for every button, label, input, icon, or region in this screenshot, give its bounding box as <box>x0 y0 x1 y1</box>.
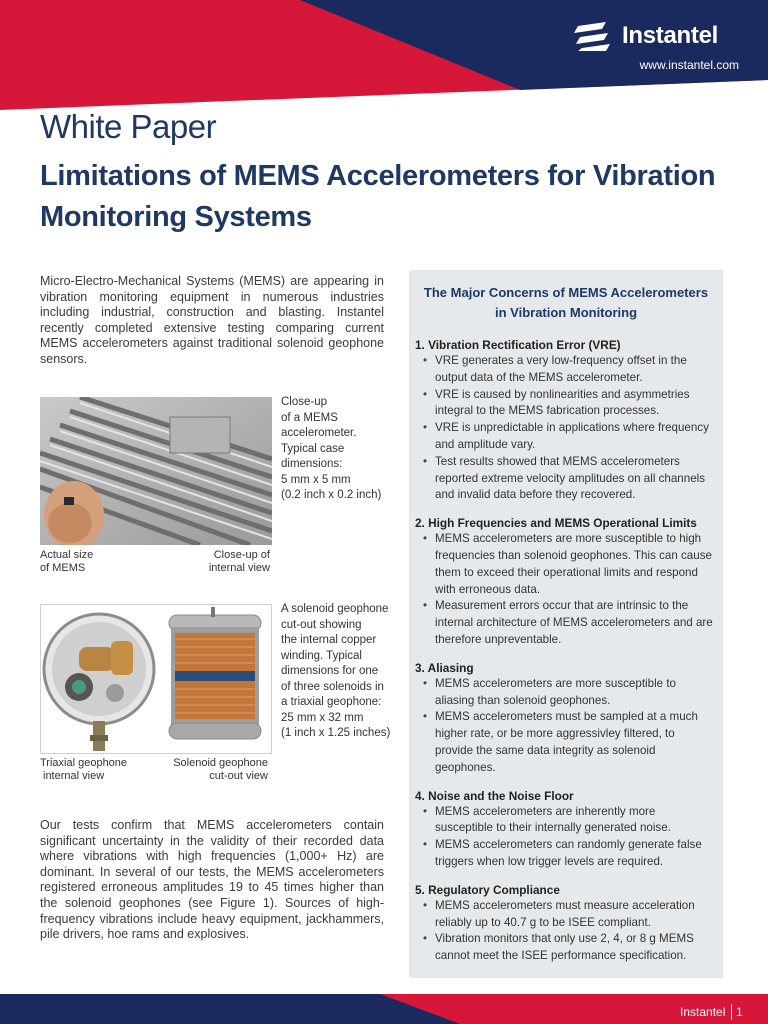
concern-section-high-frequencies <box>415 515 713 649</box>
footer-banner <box>0 994 768 1024</box>
bullet-item: • MEMS accelerometers are inherently more susceptible to their internally generated noise. <box>435 804 713 838</box>
section-heading: 3. Aliasing <box>415 660 474 675</box>
bullet-item: • MEMS accelerometers can randomly generate false triggers when low trigger levels are required. <box>435 837 713 871</box>
concern-section-noise <box>415 788 713 871</box>
section-heading: 5. Regulatory Compliance <box>415 882 560 897</box>
document-type: White Paper <box>40 108 217 145</box>
brand-name: Instantel <box>622 22 718 49</box>
footer-divider <box>731 1004 732 1020</box>
header-banner <box>0 0 768 110</box>
intro-paragraph: Micro-Electro-Mechanical Systems (MEMS) are appearing in vibration monitoring equipment in numerous industries including industrial, construction and blasting. Instantel recently completed extensive testing comparing current MEMS accelerometers against traditional solenoid geophone sensors. <box>40 274 384 366</box>
instantel-logo[interactable] <box>572 20 718 52</box>
section-heading: 1. Vibration Rectification Error (VRE) <box>415 338 621 352</box>
bullet-item: • MEMS accelerometers must measure acceleration reliably up to 40.7 g to be ISEE compliant. <box>435 898 713 932</box>
sidebar-title: The Major Concerns of MEMS Accelerometers in Vibration Monitoring <box>423 285 709 320</box>
concern-section-regulatory <box>415 882 713 965</box>
bullet-item: • MEMS accelerometers are more susceptible to aliasing than solenoid geophones. <box>435 676 713 710</box>
bullet-item: • MEMS accelerometers must be sampled at a much higher rate, or be more aggressivley filtered, to provide the same data integrity as solenoid geophones. <box>435 709 713 776</box>
findings-paragraph: Our tests confirm that MEMS accelerometers contain significant uncertainty in the validity of their recorded data where vibrations with high frequencies (1,000+ Hz) are dominant. In several of our tests, the MEMS accelerometers registered erroneous amplitudes 19 to 45 times higher than the solenoid geophones (see Figure 1). Sources of high-frequency vibrations include heavy equipment, jackhammers, pile drivers, hoe rams and explosives. <box>40 818 384 942</box>
instantel-logo-icon <box>572 20 616 52</box>
triaxial-geophone-label: Triaxial geophone internal view <box>40 757 128 782</box>
bullet-item: • Vibration monitors that only use 2, 4, or 8 g MEMS cannot meet the ISEE performance specification. <box>435 931 713 965</box>
bullet-item: • VRE generates a very low-frequency offset in the output data of the MEMS accelerometer. <box>435 353 713 387</box>
section-heading: 4. Noise and the Noise Floor <box>415 788 574 803</box>
website-link[interactable]: www.instantel.com <box>639 58 739 72</box>
bullet-item: • MEMS accelerometers are more susceptible to high frequencies than solenoid geophones. This can cause them to exceed their operational limits and respond with erroneous data. <box>435 531 713 598</box>
mems-actual-size-label: Actual size of MEMS <box>40 549 94 574</box>
mems-closeup-image <box>40 397 272 545</box>
footer-brand: Instantel <box>680 1005 726 1019</box>
page-number: 1 <box>736 1005 743 1019</box>
bullet-item: • Test results showed that MEMS accelerometers reported extreme velocity amplitudes on all channels and invalid data before they recovered. <box>435 454 713 504</box>
bullet-item: • Measurement errors occur that are intrinsic to the internal architecture of MEMS accelerometers and are therefore unpreventable. <box>435 598 713 648</box>
mems-closeup-label: Close-up of internal view <box>208 549 270 574</box>
geophone-image <box>40 604 272 754</box>
mems-caption: Close-up of a MEMS accelerometer. Typical case dimensions: 5 mm x 5 mm (0.2 inch x 0.2 inch) <box>281 396 382 501</box>
bullet-item: • VRE is caused by nonlinearities and asymmetries integral to the MEMS fabrication processes. <box>435 387 713 421</box>
bullet-item: • VRE is unpredictable in applications where frequency and amplitude vary. <box>435 420 713 454</box>
solenoid-geophone-label: Solenoid geophone cut-out view <box>173 757 268 782</box>
geophone-caption: A solenoid geophone cut-out showing the internal copper winding. Typical dimensions for one of three solenoids in a triaxial geophone: 25 mm x 32 mm (1 inch x 1.25 inches) <box>281 603 391 739</box>
concern-section-vre <box>415 337 713 504</box>
section-heading: 2. High Frequencies and MEMS Operational Limits <box>415 516 697 531</box>
page-title: Limitations of MEMS Accelerometers for Vibration Monitoring Systems <box>40 160 716 233</box>
concerns-sidebar <box>409 270 723 978</box>
concern-section-aliasing <box>415 660 713 777</box>
